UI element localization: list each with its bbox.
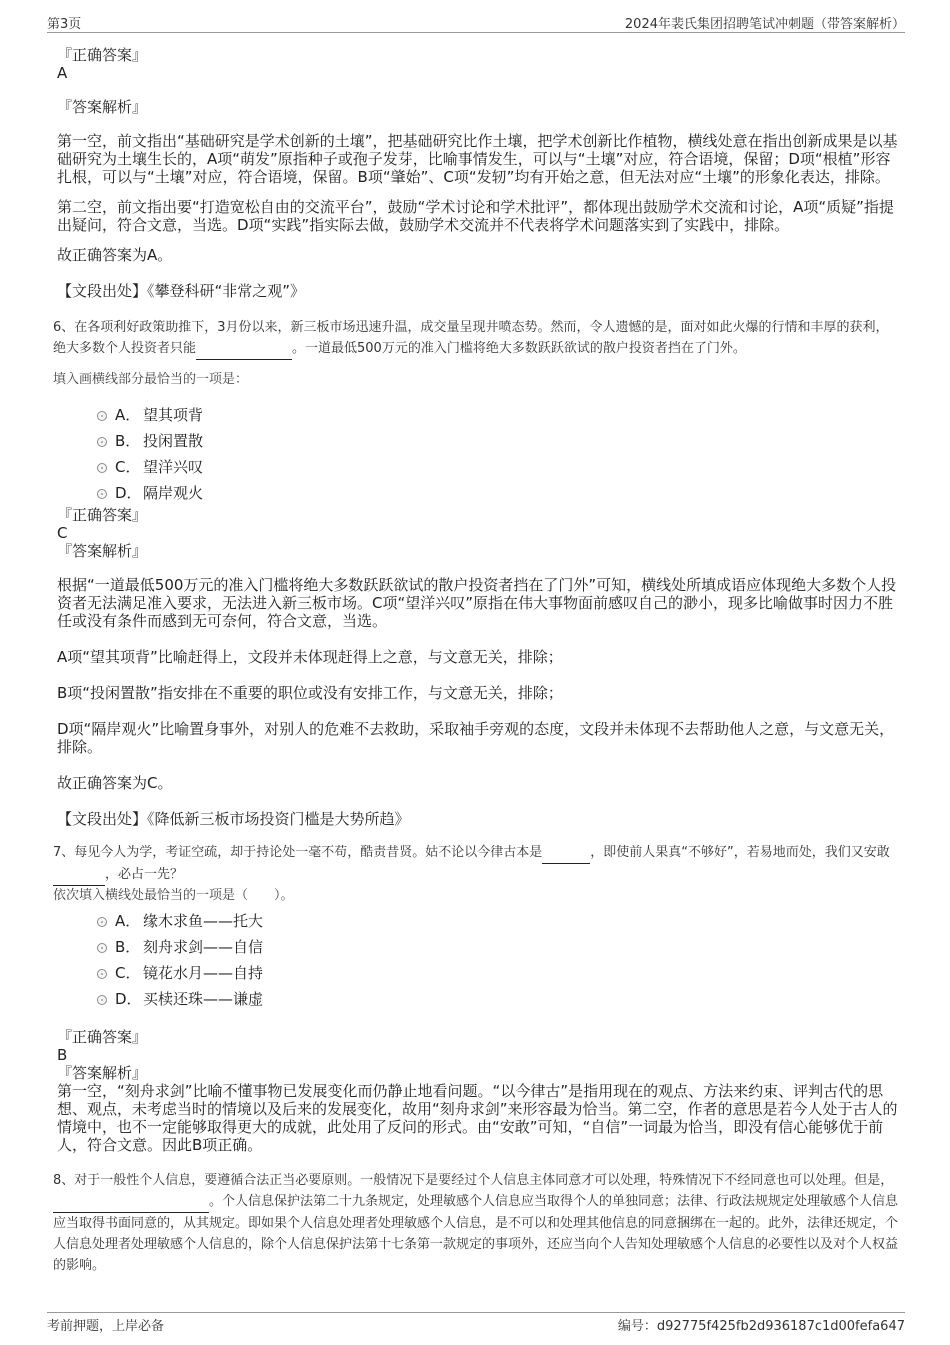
q8-stem-part-1: 8、对于一般性个人信息，要遵循合法正当必要原则。一般情况下是要经过个人信息主体同意才可以处理，特殊情况下不经同意也可以处理。但是，	[53, 1173, 894, 1188]
q7-analysis-label: 『答案解析』	[57, 1064, 148, 1082]
option-letter: B．	[115, 432, 141, 450]
q7-stem	[53, 842, 900, 886]
option-letter: D．	[115, 990, 142, 1008]
option-letter: C．	[115, 458, 141, 476]
option-letter: B．	[115, 938, 141, 956]
q6-option-b[interactable]	[57, 428, 900, 454]
option-text: 隔岸观火	[143, 484, 204, 502]
q6-option-d[interactable]	[57, 480, 900, 506]
radio-icon[interactable]	[97, 489, 107, 499]
option-letter: A．	[115, 406, 141, 424]
q6-answer-label: 『正确答案』	[57, 506, 148, 524]
q6-stem-part-1: 6、在各项利好政策助推下，3月份以来，新三板市场迅速升温，成交量呈现井喷态势。然而，令人遗憾的是，面对如此火爆的行情和丰厚的获利，绝大多数个人投资者只能	[53, 320, 889, 356]
code-value: d92775f425fb2d936187c1d00fefa647	[656, 1319, 905, 1334]
q6-stem-part-2: 。一道最低500万元的准入门槛将绝大多数跃跃欲试的散户投资者挡在了门外。	[292, 341, 746, 356]
document-title: 2024年裴氏集团招聘笔试冲刺题（带答案解析）	[624, 17, 905, 32]
option-text: 投闲置散	[143, 432, 204, 450]
q8-stem	[53, 1170, 900, 1276]
q6-conclusion: 故正确答案为C。	[57, 774, 173, 792]
q6-source: 【文段出处】《降低新三板市场投资门槛是大势所趋》	[57, 810, 410, 828]
q7-stem-part-1: 7、每见今人为学，考证空疏，却于持论处一毫不苟，酷责昔贤。姑不论以今律古本是	[53, 845, 543, 860]
q7-blank-1	[542, 842, 590, 864]
q5-source: 【文段出处】《攀登科研“非常之观”》	[57, 282, 306, 300]
q7-option-d[interactable]	[57, 986, 900, 1012]
radio-icon[interactable]	[97, 411, 107, 421]
option-letter: D．	[115, 484, 142, 502]
q6-stem	[53, 317, 900, 360]
q5-answer-section	[57, 46, 900, 300]
q7-answer-label: 『正确答案』	[57, 1028, 148, 1046]
q5-analysis-para-1: 第一空，前文指出“基础研究是学术创新的土壤”，把基础研究比作土壤，把学术创新比作植物，横线处意在指出创新成果是以基础研究为土壤生长的，A项“萌发”原指种子或孢子发芽，比喻事情发生，可以与“土壤”对应，符合语境，保留；D项“根植”形容扎根，可以与“土壤”对应，符合语境，保留。B项“肇始”、C项“发轫”均有开始之意，但无法对应“土壤”的形象化表达，排除。	[57, 132, 898, 186]
q7-options	[57, 908, 900, 1012]
q7-answer: B	[57, 1046, 68, 1064]
q7-stem-part-3: ，必占一先？	[105, 867, 184, 882]
code-label: 编号：	[617, 1319, 657, 1334]
page-content	[53, 46, 900, 1276]
q5-analysis-para-2: 第二空，前文指出要“打造宽松自由的交流平台”，鼓励“学术讨论和学术批评”，都体现出鼓励学术交流和讨论，A项“质疑”指提出疑问，符合文意，当选。D项“实践”指实际去做，鼓励学术交流并不代表将学术问题落实到了实践中，排除。	[57, 198, 894, 234]
q7-option-b[interactable]	[57, 934, 900, 960]
q7-blank-2	[53, 864, 105, 886]
q6-blank	[196, 338, 292, 360]
q6-section	[53, 317, 900, 828]
radio-icon[interactable]	[97, 943, 107, 953]
q5-answer-label: 『正确答案』	[57, 46, 148, 64]
option-text: 望其项背	[143, 406, 204, 424]
q5-analysis-label: 『答案解析』	[57, 98, 148, 116]
footer-slogan: 考前押题，上岸必备	[47, 1319, 165, 1334]
q6-analysis-para-3: B项“投闲置散”指安排在不重要的职位或没有安排工作，与文意无关，排除；	[57, 684, 563, 702]
q7-section	[53, 842, 900, 1154]
option-letter: C．	[115, 964, 141, 982]
q5-answer: A	[57, 64, 68, 82]
q7-option-a[interactable]	[57, 908, 900, 934]
page-number: 第3页	[47, 17, 82, 32]
q6-options	[57, 402, 900, 506]
option-letter: A．	[115, 912, 141, 930]
q6-option-c[interactable]	[57, 454, 900, 480]
radio-icon[interactable]	[97, 917, 107, 927]
page-footer	[47, 1312, 905, 1334]
page-header	[47, 12, 905, 33]
option-text: 镜花水月——自持	[143, 964, 264, 982]
radio-icon[interactable]	[97, 463, 107, 473]
q7-stem-part-2: ，即使前人果真“不够好”，若易地而处，我们又安敢	[590, 845, 890, 860]
option-text: 买椟还珠——谦虚	[143, 990, 264, 1008]
q6-analysis-para-2: A项“望其项背”比喻赶得上，文段并未体现赶得上之意，与文意无关，排除；	[57, 648, 563, 666]
radio-icon[interactable]	[97, 437, 107, 447]
q6-option-a[interactable]	[57, 402, 900, 428]
q6-analysis-label: 『答案解析』	[57, 542, 148, 560]
document-code	[618, 1315, 905, 1334]
q7-analysis-para-1: 第一空，“刻舟求剑”比喻不懂事物已发展变化而仍静止地看问题。“以今律古”是指用现在的观点、方法来约束、评判古代的思想、观点，未考虑当时的情境以及后来的发展变化，故用“刻舟求剑”来形容最为恰当。第二空，作者的意思是若今人处于古人的情境中，也不一定能够取得更大的成就，此处用了反问的形式。由“安敢”可知，“自信”一词最为恰当，即没有信心能够优于前人，符合文意。因此B项正确。	[57, 1082, 898, 1154]
q6-analysis-para-1: 根据“一道最低500万元的准入门槛将绝大多数跃跃欲试的散户投资者挡在了门外”可知，横线处所填成语应体现绝大多数个人投资者无法满足准入要求，无法进入新三板市场。C项“望洋兴叹”原指在伟大事物面前感叹自己的渺小，现多比喻做事时因力不胜任或没有条件而感到无可奈何，符合文意，当选。	[57, 576, 897, 630]
q8-stem-part-2: 。个人信息保护法第二十九条规定，处理敏感个人信息应当取得个人的单独同意；法律、行政法规规定处理敏感个人信息应当取得书面同意的，从其规定。即如果个人信息处理者处理敏感个人信息，是不可以和处理其他信息的同意捆绑在一起的。此外，法律还规定，个人信息处理者处理敏感个人信息的，除个人信息保护法第十七条第一款规定的事项外，还应当向个人告知处理敏感个人信息的必要性以及对个人权益的影响。	[53, 1194, 899, 1273]
q7-option-c[interactable]	[57, 960, 900, 986]
q6-analysis-para-4: D项“隔岸观火”比喻置身事外，对别人的危难不去救助，采取袖手旁观的态度，文段并未体现不去帮助他人之意，与文意无关，排除。	[57, 720, 895, 756]
q8-blank	[53, 1191, 209, 1213]
q7-prompt: 依次填入横线处最恰当的一项是（ ）。	[53, 888, 294, 903]
radio-icon[interactable]	[97, 995, 107, 1005]
option-text: 刻舟求剑——自信	[143, 938, 264, 956]
q6-prompt: 填入画横线部分最恰当的一项是：	[53, 372, 249, 387]
option-text: 望洋兴叹	[143, 458, 204, 476]
radio-icon[interactable]	[97, 969, 107, 979]
q6-answer: C	[57, 524, 68, 542]
option-text: 缘木求鱼——托大	[143, 912, 264, 930]
q5-conclusion: 故正确答案为A。	[57, 246, 173, 264]
q8-section	[53, 1170, 900, 1276]
